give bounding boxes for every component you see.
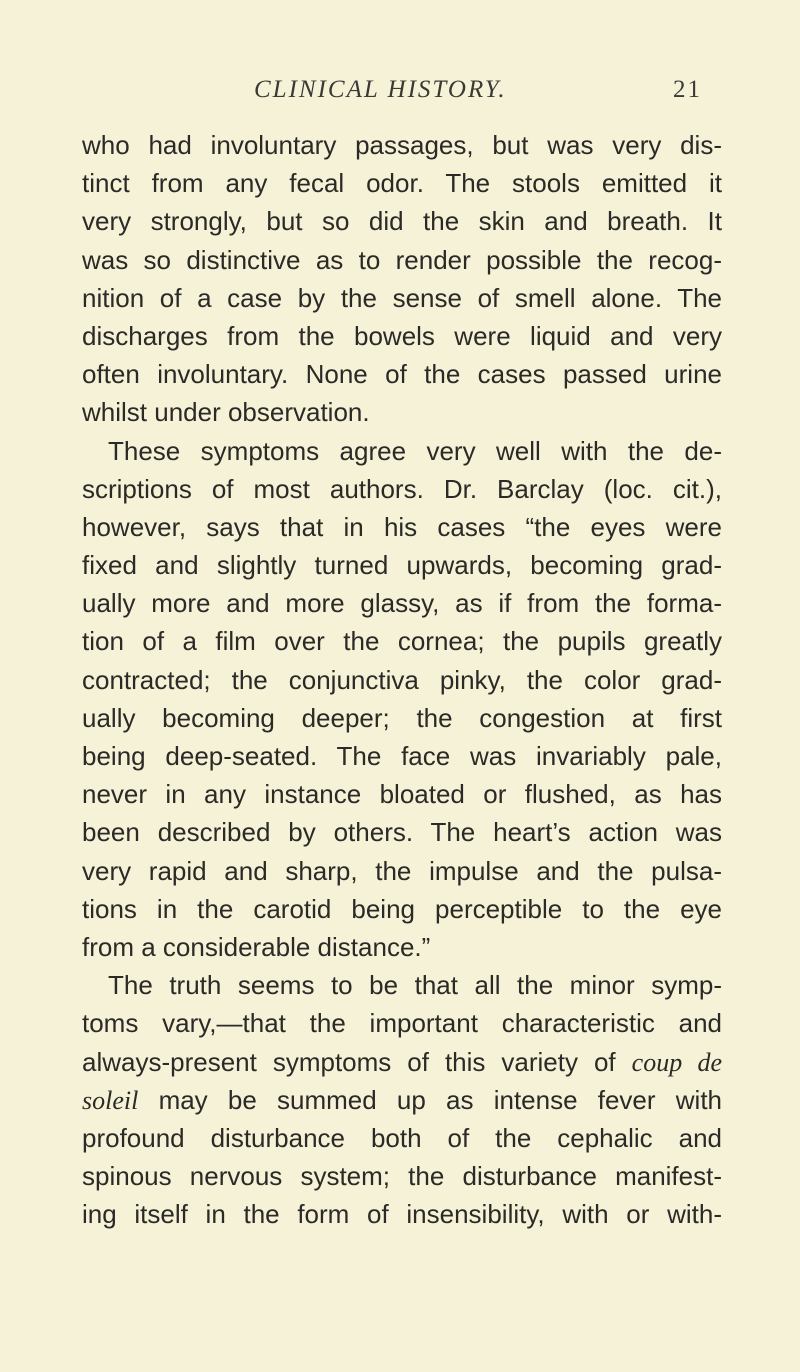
text-line: profound disturbance both of the cephalic and	[82, 1122, 722, 1153]
text-line: very strongly, but so did the skin and breath. It	[82, 206, 722, 237]
text-line: contracted; the conjunctiva pinky, the color grad-	[82, 664, 722, 695]
page-number: 21	[673, 76, 702, 103]
text-line: ually becoming deeper; the congestion at first	[82, 702, 722, 733]
text-line: never in any instance bloated or flushed, as has	[82, 779, 722, 810]
text-line: nition of a case by the sense of smell alone. The	[82, 282, 722, 313]
text-line: often involuntary. None of the cases passed urine	[82, 359, 722, 390]
text-line: ing itself in the form of insensibility, with or with-	[82, 1199, 722, 1230]
text-line: being deep-seated. The face was invariably pale,	[82, 741, 722, 771]
text-segment: may be summed up as intense fever with	[158, 1084, 722, 1115]
text-line: tinct from any fecal odor. The stools emitted it	[82, 168, 722, 199]
text-line: however, says that in his cases “the eyes were	[82, 511, 722, 542]
text-line: was so distinctive as to render possible the recog-	[82, 244, 722, 275]
text-line: scriptions of most authors. Dr. Barclay (loc. cit.),	[82, 473, 722, 504]
body-text	[82, 126, 722, 1233]
text-line: from a considerable distance.”	[82, 931, 431, 962]
text-line: toms vary,—that the important characteristic and	[82, 1008, 722, 1039]
running-title: CLINICAL HISTORY.	[254, 76, 507, 103]
text-line: discharges from the bowels were liquid and very	[82, 320, 722, 351]
text-line	[82, 1081, 722, 1119]
text-line: whilst under observation.	[82, 397, 370, 428]
text-line: who had involuntary passages, but was very dis-	[82, 130, 722, 160]
text-line: The truth seems to be that all the minor symp-	[108, 970, 722, 1001]
text-line: tions in the carotid being perceptible to the eye	[82, 893, 722, 924]
text-line: very rapid and sharp, the impulse and the pulsa-	[82, 855, 722, 886]
running-head	[0, 76, 800, 116]
italic-phrase: coup de	[631, 1047, 722, 1077]
text-line: tion of a film over the cornea; the pupils greatly	[82, 626, 722, 657]
text-segment: always-present symptoms of this variety of	[82, 1046, 616, 1077]
italic-phrase: soleil	[82, 1085, 139, 1115]
text-line: ually more and more glassy, as if from the forma-	[82, 588, 722, 619]
text-line: been described by others. The heart’s action was	[82, 817, 722, 848]
text-line	[82, 1043, 722, 1081]
text-line: fixed and slightly turned upwards, becoming grad-	[82, 550, 722, 581]
text-line: These symptoms agree very well with the de-	[108, 435, 722, 466]
text-line: spinous nervous system; the disturbance manifest-	[82, 1161, 722, 1192]
